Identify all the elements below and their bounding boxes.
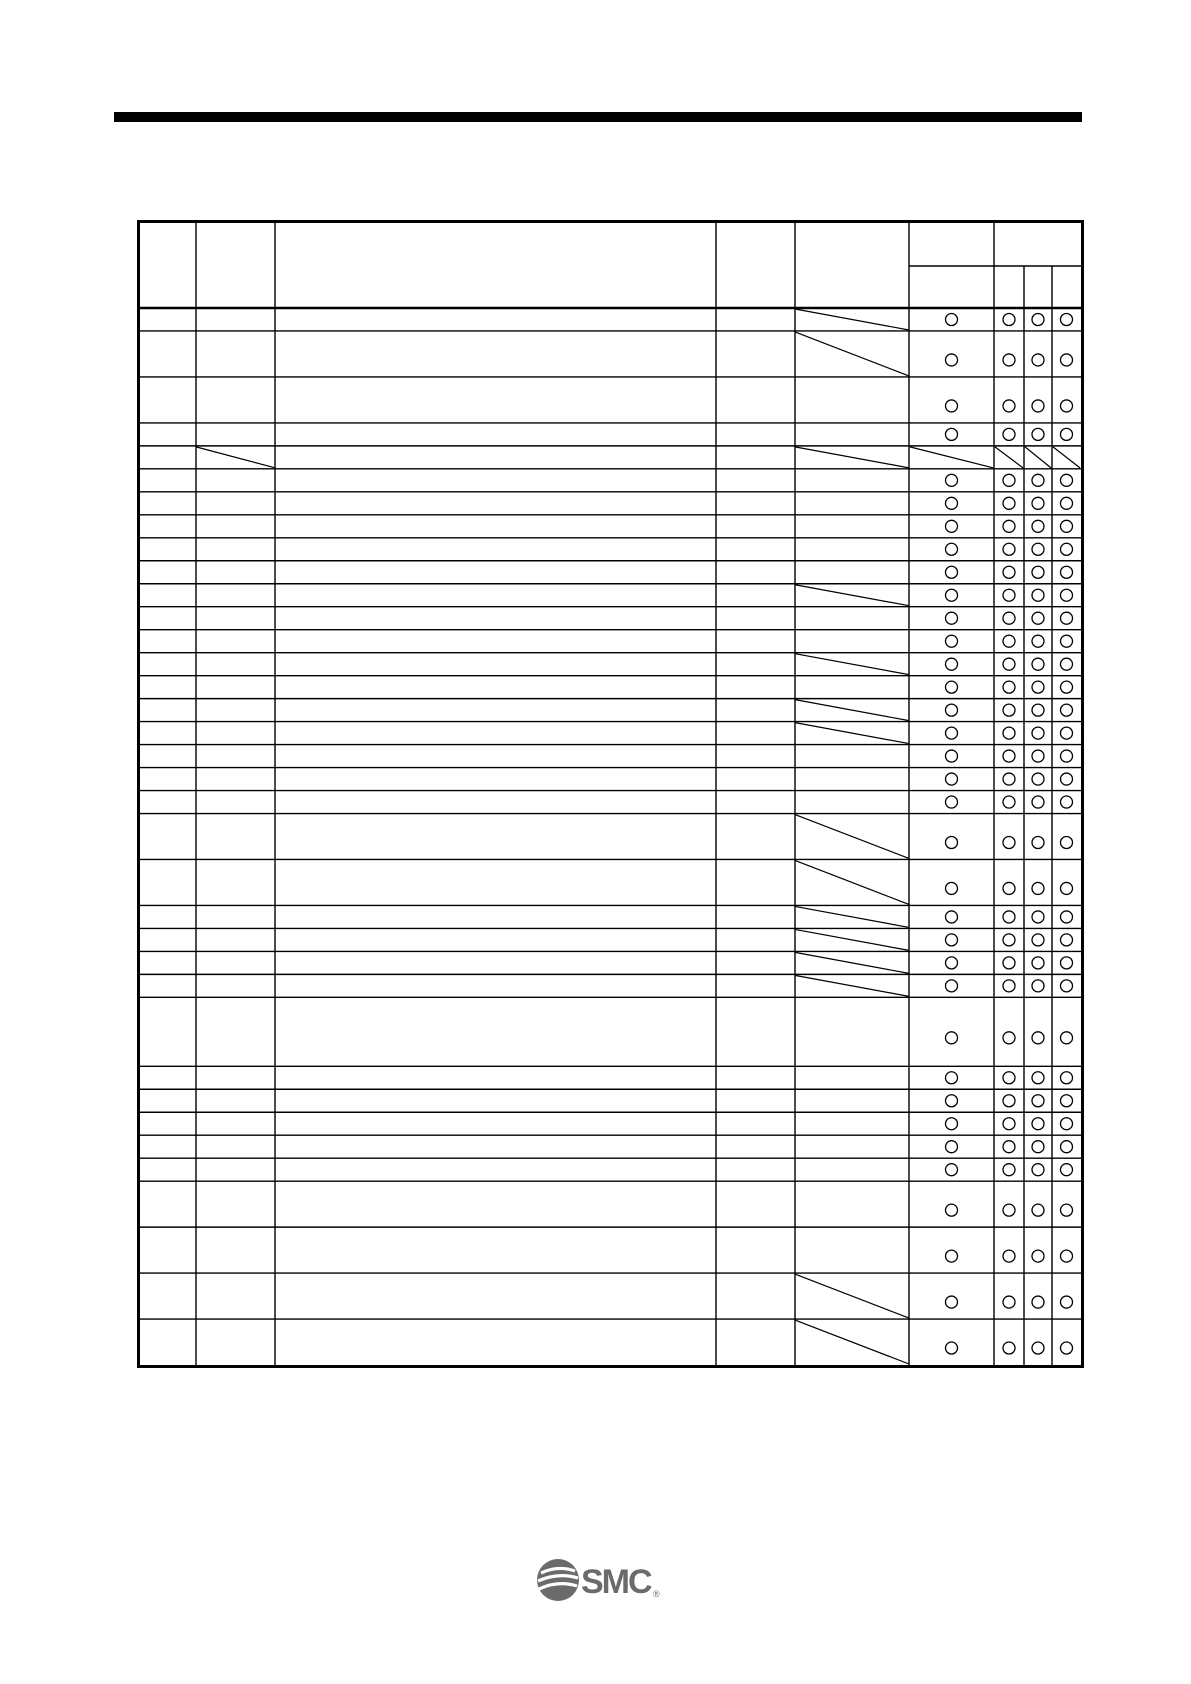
- applicability-circle-mark: [1032, 796, 1044, 808]
- applicability-circle-mark: [1032, 1250, 1044, 1262]
- applicability-circle-mark: [1032, 911, 1044, 923]
- applicability-circle-mark: [1032, 428, 1044, 440]
- applicability-circle-mark: [1003, 957, 1015, 969]
- applicability-circle-mark: [1032, 681, 1044, 693]
- applicability-na-diagonal: [1053, 447, 1080, 468]
- applicability-circle-mark: [1061, 497, 1073, 509]
- unit-cell-na-diagonal: [795, 975, 909, 996]
- unit-cell-na-diagonal: [795, 332, 909, 376]
- applicability-circle-mark: [1032, 497, 1044, 509]
- applicability-circle-mark: [1003, 1164, 1015, 1176]
- applicability-circle-mark: [946, 612, 958, 624]
- applicability-circle-mark: [946, 428, 958, 440]
- applicability-circle-mark: [1032, 727, 1044, 739]
- applicability-circle-mark: [1061, 566, 1073, 578]
- applicability-circle-mark: [1061, 911, 1073, 923]
- parameter-table: [137, 220, 1084, 1368]
- applicability-circle-mark: [1003, 1342, 1015, 1354]
- applicability-circle-mark: [1003, 796, 1015, 808]
- applicability-circle-mark: [1061, 354, 1073, 366]
- smc-logo: [535, 1557, 665, 1603]
- unit-cell-na-diagonal: [795, 723, 909, 744]
- name-cell-na-diagonal: [196, 447, 275, 468]
- applicability-circle-mark: [1061, 796, 1073, 808]
- applicability-circle-mark: [946, 704, 958, 716]
- applicability-circle-mark: [946, 773, 958, 785]
- applicability-circle-mark: [946, 1250, 958, 1262]
- applicability-circle-mark: [1061, 882, 1073, 894]
- applicability-circle-mark: [1061, 658, 1073, 670]
- applicability-circle-mark: [1061, 1250, 1073, 1262]
- applicability-circle-mark: [1061, 1072, 1073, 1084]
- applicability-circle-mark: [1032, 1204, 1044, 1216]
- applicability-circle-mark: [1061, 428, 1073, 440]
- applicability-circle-mark: [1032, 980, 1044, 992]
- applicability-circle-mark: [1061, 1296, 1073, 1308]
- applicability-circle-mark: [1061, 1118, 1073, 1130]
- applicability-circle-mark: [946, 474, 958, 486]
- unit-cell-na-diagonal: [795, 929, 909, 950]
- applicability-circle-mark: [1061, 474, 1073, 486]
- applicability-circle-mark: [1003, 658, 1015, 670]
- applicability-circle-mark: [1003, 313, 1015, 325]
- applicability-circle-mark: [1061, 837, 1073, 849]
- applicability-circle-mark: [1003, 727, 1015, 739]
- applicability-circle-mark: [1003, 1250, 1015, 1262]
- applicability-circle-mark: [946, 1164, 958, 1176]
- applicability-na-diagonal: [1025, 447, 1051, 468]
- applicability-circle-mark: [1032, 773, 1044, 785]
- applicability-circle-mark: [1061, 1032, 1073, 1044]
- applicability-circle-mark: [1003, 400, 1015, 412]
- applicability-circle-mark: [1032, 589, 1044, 601]
- unit-cell-na-diagonal: [795, 654, 909, 675]
- applicability-circle-mark: [1061, 400, 1073, 412]
- applicability-circle-mark: [1032, 1296, 1044, 1308]
- applicability-circle-mark: [1032, 635, 1044, 647]
- unit-cell-na-diagonal: [795, 700, 909, 721]
- unit-cell-na-diagonal: [795, 815, 909, 859]
- unit-cell-na-diagonal: [795, 906, 909, 927]
- unit-cell-na-diagonal: [795, 860, 909, 904]
- registered-mark: ®: [653, 1589, 660, 1599]
- applicability-circle-mark: [1032, 543, 1044, 555]
- applicability-circle-mark: [1003, 1296, 1015, 1308]
- applicability-circle-mark: [946, 635, 958, 647]
- applicability-circle-mark: [1032, 612, 1044, 624]
- applicability-circle-mark: [1003, 589, 1015, 601]
- applicability-circle-mark: [946, 354, 958, 366]
- applicability-circle-mark: [946, 750, 958, 762]
- applicability-circle-mark: [1061, 520, 1073, 532]
- applicability-circle-mark: [946, 543, 958, 555]
- applicability-circle-mark: [1032, 704, 1044, 716]
- applicability-circle-mark: [1003, 681, 1015, 693]
- applicability-circle-mark: [1003, 1141, 1015, 1153]
- applicability-circle-mark: [1032, 1164, 1044, 1176]
- applicability-circle-mark: [946, 589, 958, 601]
- applicability-circle-mark: [1061, 543, 1073, 555]
- applicability-circle-mark: [1003, 543, 1015, 555]
- applicability-circle-mark: [1003, 1032, 1015, 1044]
- applicability-circle-mark: [1061, 635, 1073, 647]
- applicability-circle-mark: [1032, 1072, 1044, 1084]
- applicability-circle-mark: [1032, 474, 1044, 486]
- applicability-circle-mark: [1003, 750, 1015, 762]
- applicability-circle-mark: [1032, 658, 1044, 670]
- applicability-circle-mark: [946, 837, 958, 849]
- applicability-circle-mark: [1061, 313, 1073, 325]
- applicability-circle-mark: [1003, 566, 1015, 578]
- applicability-circle-mark: [1003, 773, 1015, 785]
- parameter-table-grid: [140, 223, 1081, 1365]
- applicability-circle-mark: [946, 727, 958, 739]
- applicability-circle-mark: [1061, 589, 1073, 601]
- applicability-circle-mark: [1032, 750, 1044, 762]
- applicability-circle-mark: [1032, 934, 1044, 946]
- applicability-circle-mark: [946, 1296, 958, 1308]
- applicability-circle-mark: [946, 957, 958, 969]
- applicability-circle-mark: [1061, 1204, 1073, 1216]
- applicability-circle-mark: [946, 1118, 958, 1130]
- applicability-circle-mark: [946, 980, 958, 992]
- applicability-circle-mark: [1061, 1342, 1073, 1354]
- applicability-circle-mark: [946, 566, 958, 578]
- applicability-circle-mark: [1003, 1204, 1015, 1216]
- applicability-circle-mark: [1061, 1164, 1073, 1176]
- applicability-circle-mark: [1032, 354, 1044, 366]
- applicability-circle-mark: [1003, 704, 1015, 716]
- applicability-circle-mark: [946, 911, 958, 923]
- applicability-circle-mark: [1032, 1032, 1044, 1044]
- applicability-circle-mark: [1061, 1141, 1073, 1153]
- applicability-circle-mark: [1061, 750, 1073, 762]
- applicability-circle-mark: [1003, 1072, 1015, 1084]
- applicability-na-diagonal: [995, 447, 1023, 468]
- applicability-circle-mark: [946, 882, 958, 894]
- applicability-circle-mark: [1061, 957, 1073, 969]
- applicability-circle-mark: [946, 1141, 958, 1153]
- applicability-circle-mark: [1032, 400, 1044, 412]
- applicability-circle-mark: [946, 520, 958, 532]
- applicability-circle-mark: [1032, 313, 1044, 325]
- applicability-circle-mark: [1032, 1118, 1044, 1130]
- unit-cell-na-diagonal: [795, 309, 909, 330]
- applicability-circle-mark: [1003, 837, 1015, 849]
- applicability-circle-mark: [1061, 1095, 1073, 1107]
- applicability-circle-mark: [1032, 520, 1044, 532]
- applicability-circle-mark: [1003, 882, 1015, 894]
- applicability-circle-mark: [946, 1032, 958, 1044]
- applicability-circle-mark: [1003, 934, 1015, 946]
- applicability-circle-mark: [1032, 566, 1044, 578]
- applicability-circle-mark: [946, 497, 958, 509]
- applicability-circle-mark: [1003, 1118, 1015, 1130]
- applicability-circle-mark: [1003, 980, 1015, 992]
- applicability-circle-mark: [946, 934, 958, 946]
- applicability-circle-mark: [1032, 1342, 1044, 1354]
- applicability-circle-mark: [1003, 911, 1015, 923]
- applicability-circle-mark: [1003, 1095, 1015, 1107]
- applicability-circle-mark: [946, 400, 958, 412]
- applicability-circle-mark: [946, 1204, 958, 1216]
- applicability-circle-mark: [946, 1342, 958, 1354]
- applicability-circle-mark: [1061, 727, 1073, 739]
- applicability-circle-mark: [1003, 474, 1015, 486]
- applicability-circle-mark: [1061, 612, 1073, 624]
- applicability-circle-mark: [1061, 704, 1073, 716]
- unit-cell-na-diagonal: [795, 585, 909, 606]
- applicability-na-diagonal: [910, 447, 993, 468]
- applicability-circle-mark: [946, 796, 958, 808]
- applicability-circle-mark: [1003, 520, 1015, 532]
- applicability-circle-mark: [946, 313, 958, 325]
- applicability-circle-mark: [1003, 635, 1015, 647]
- applicability-circle-mark: [1061, 773, 1073, 785]
- applicability-circle-mark: [946, 658, 958, 670]
- unit-cell-na-diagonal: [795, 952, 909, 973]
- unit-cell-na-diagonal: [795, 1274, 909, 1318]
- applicability-circle-mark: [946, 1072, 958, 1084]
- applicability-circle-mark: [1032, 1141, 1044, 1153]
- applicability-circle-mark: [946, 1095, 958, 1107]
- applicability-circle-mark: [1061, 934, 1073, 946]
- unit-cell-na-diagonal: [795, 447, 909, 468]
- smc-logo-text: SMC: [581, 1563, 651, 1601]
- applicability-circle-mark: [1032, 837, 1044, 849]
- applicability-circle-mark: [1032, 957, 1044, 969]
- applicability-circle-mark: [946, 681, 958, 693]
- applicability-circle-mark: [1061, 681, 1073, 693]
- smc-logo-mark-icon: [537, 1559, 579, 1601]
- applicability-circle-mark: [1032, 1095, 1044, 1107]
- applicability-circle-mark: [1003, 354, 1015, 366]
- applicability-circle-mark: [1032, 882, 1044, 894]
- applicability-circle-mark: [1003, 428, 1015, 440]
- unit-cell-na-diagonal: [795, 1320, 909, 1364]
- applicability-circle-mark: [1061, 980, 1073, 992]
- top-rule: [114, 112, 1082, 122]
- applicability-circle-mark: [1003, 612, 1015, 624]
- applicability-circle-mark: [1003, 497, 1015, 509]
